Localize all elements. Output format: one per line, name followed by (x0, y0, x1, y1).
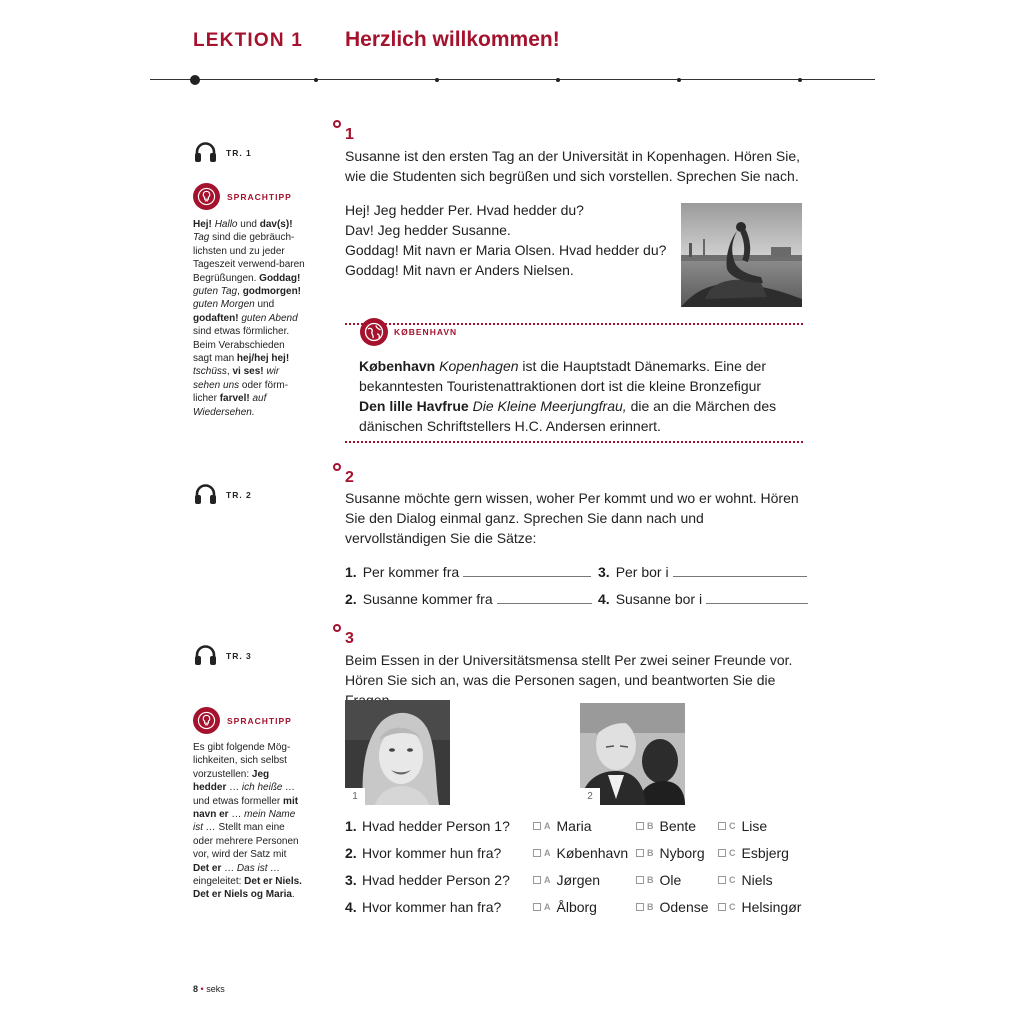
dialog (345, 200, 666, 280)
checkbox-icon (533, 822, 541, 830)
fill-in-item: 3. Per bor i (598, 564, 807, 580)
timeline-dot (314, 78, 318, 82)
timeline-dot (677, 78, 681, 82)
checkbox-icon (636, 849, 644, 857)
question-text: Hvor kommer han fra? (362, 899, 502, 915)
question-text: Hvad hedder Person 2? (362, 872, 510, 888)
exercise-number: 3 (345, 630, 354, 648)
checkbox-icon (636, 876, 644, 884)
dialog-line: Goddag! Mit navn er Maria Olsen. Hvad hedder du? (345, 242, 667, 258)
question-row: 3. Hvad hedder Person 2? A Jørgen B Ole C Niels (345, 872, 773, 888)
photo-label: 2 (580, 788, 600, 805)
option-b[interactable]: B Bente (636, 818, 696, 834)
lightbulb-icon (193, 183, 220, 210)
answer-blank[interactable] (497, 592, 592, 604)
box-border-bottom (345, 441, 803, 443)
exercise-instruction: Beim Essen in der Universitätsmensa stellt Per zwei seiner Freunde vor. Hören Sie sich an, was die Personen sagen, und beantworten Sie die (345, 652, 793, 688)
option-b[interactable]: B Ole (636, 872, 681, 888)
exercise-number: 1 (345, 126, 354, 144)
sprachtipp-title: SPRACHTIPP (227, 715, 292, 726)
timeline-dot (798, 78, 802, 82)
question-row: 2. Hvor kommer hun fra? A København B Nyborg C Esbjerg (345, 845, 789, 861)
timeline-current-dot (190, 75, 200, 85)
answer-blank[interactable] (463, 565, 591, 577)
sprachtipp-header (193, 183, 292, 210)
option-a[interactable]: A Maria (533, 818, 592, 834)
dialog-line: Dav! Jeg hedder Susanne. (345, 222, 511, 238)
page-title: Herzlich willkommen! (345, 28, 560, 51)
headphones-icon (194, 484, 217, 505)
option-b[interactable]: B Odense (636, 899, 709, 915)
fill-in-item: 1. Per kommer fra (345, 564, 591, 580)
exercise-marker-icon (333, 120, 341, 128)
page-word: seks (206, 984, 225, 994)
headphones-icon (194, 645, 217, 666)
dialog-line: Hej! Jeg hedder Per. Hvad hedder du? (345, 202, 584, 218)
checkbox-icon (718, 849, 726, 857)
fill-in-item: 2. Susanne kommer fra (345, 591, 592, 607)
track-label: TR. 2 (226, 489, 252, 500)
checkbox-icon (636, 903, 644, 911)
checkbox-icon (533, 903, 541, 911)
question-text: Hvor kommer hun fra? (362, 845, 502, 861)
audio-track-1[interactable] (194, 142, 252, 163)
kobenhavn-title: KØBENHAVN (394, 327, 458, 337)
lightbulb-icon (193, 707, 220, 734)
option-b[interactable]: B Nyborg (636, 845, 705, 861)
option-a[interactable]: A Jørgen (533, 872, 600, 888)
person-1-photo (345, 700, 450, 805)
option-c[interactable]: C Esbjerg (718, 845, 789, 861)
audio-track-2[interactable] (194, 484, 252, 505)
sprachtipp-title: SPRACHTIPP (227, 191, 292, 202)
checkbox-icon (533, 876, 541, 884)
photo-label: 1 (345, 788, 365, 805)
kobenhavn-header (360, 318, 457, 346)
footer-bullet-icon: • (200, 984, 204, 994)
lesson-timeline (150, 79, 875, 80)
option-a[interactable]: A Ålborg (533, 899, 597, 915)
option-c[interactable]: C Lise (718, 818, 767, 834)
answer-blank[interactable] (673, 565, 807, 577)
fill-in-item: 4. Susanne bor i (598, 591, 808, 607)
sprachtipp-text: Hej! Hallo und dav(s)! Tag sind die gebräuch-lichsten und zu jeder Tageszeit verwend-baren Begrüßungen. Goddag! guten Tag, godmorgen! guten Morgen und godaften! guten Abend sind etwas förmlicher. Beim Verabschieden sagt man hej/hej hej! tschüss, vi ses! wir sehen uns oder förm-licher farvel! auf Wiedersehen. (193, 219, 305, 418)
timeline-dot (435, 78, 439, 82)
page-footer (193, 984, 225, 994)
timeline-dot (556, 78, 560, 82)
checkbox-icon (718, 876, 726, 884)
answer-blank[interactable] (706, 592, 808, 604)
lesson-label: LEKTION 1 (193, 30, 304, 51)
globe-icon (360, 318, 388, 346)
option-c[interactable]: C Helsingør (718, 899, 801, 915)
exercise-number: 2 (345, 469, 354, 487)
little-mermaid-photo (681, 203, 802, 307)
dialog-line: Goddag! Mit navn er Anders Nielsen. (345, 262, 574, 278)
page-number: 8 (193, 984, 199, 994)
checkbox-icon (533, 849, 541, 857)
option-a[interactable]: A København (533, 845, 628, 861)
track-label: TR. 1 (226, 147, 252, 158)
sprachtipp-header (193, 707, 292, 734)
track-label: TR. 3 (226, 650, 252, 661)
checkbox-icon (718, 903, 726, 911)
headphones-icon (194, 142, 217, 163)
question-row: 1. Hvad hedder Person 1? A Maria B Bente C Lise (345, 818, 768, 834)
sprachtipp-text: Es gibt folgende Mög-lichkeiten, sich selbst vorzustellen: Jeg hedder … ich heiße … und etwas formeller mit navn er … mein Name ist … Stellt man eine oder mehrere Personen vor, wird der Satz mit Det er … Das ist … eingeleitet: Det er Niels. Det er Niels og Maria. (193, 742, 302, 901)
exercise-instruction: Susanne möchte gern wissen, woher Per kommt und wo er wohnt. Hören Sie den Dialog einmal ganz. Sprechen Sie dann nach und vervollständigen Sie die Sätze: (345, 490, 799, 546)
question-text: Hvad hedder Person 1? (362, 818, 510, 834)
option-c[interactable]: C Niels (718, 872, 773, 888)
checkbox-icon (636, 822, 644, 830)
exercise-marker-icon (333, 624, 341, 632)
audio-track-3[interactable] (194, 645, 252, 666)
checkbox-icon (718, 822, 726, 830)
exercise-marker-icon (333, 463, 341, 471)
question-row: 4. Hvor kommer han fra? A Ålborg B Odense C Helsingør (345, 899, 802, 915)
person-2-photo (580, 703, 685, 805)
kobenhavn-text: København Kopenhagen ist die Hauptstadt Dänemarks. Eine der bekanntesten Touristenattraktionen dort ist die kleine Bronzefigur Den lille Havfrue Die Kleine Meerjungfrau, die an die Märchen des dänischen Schriftstellers H.C. Andersen erinnert. (359, 358, 777, 434)
exercise-instruction: Susanne ist den ersten Tag an der Universität in Kopenhagen. Hören Sie, wie die Studenten sich begrüßen und sich vorstellen. Sprechen Sie nach. (345, 148, 801, 184)
